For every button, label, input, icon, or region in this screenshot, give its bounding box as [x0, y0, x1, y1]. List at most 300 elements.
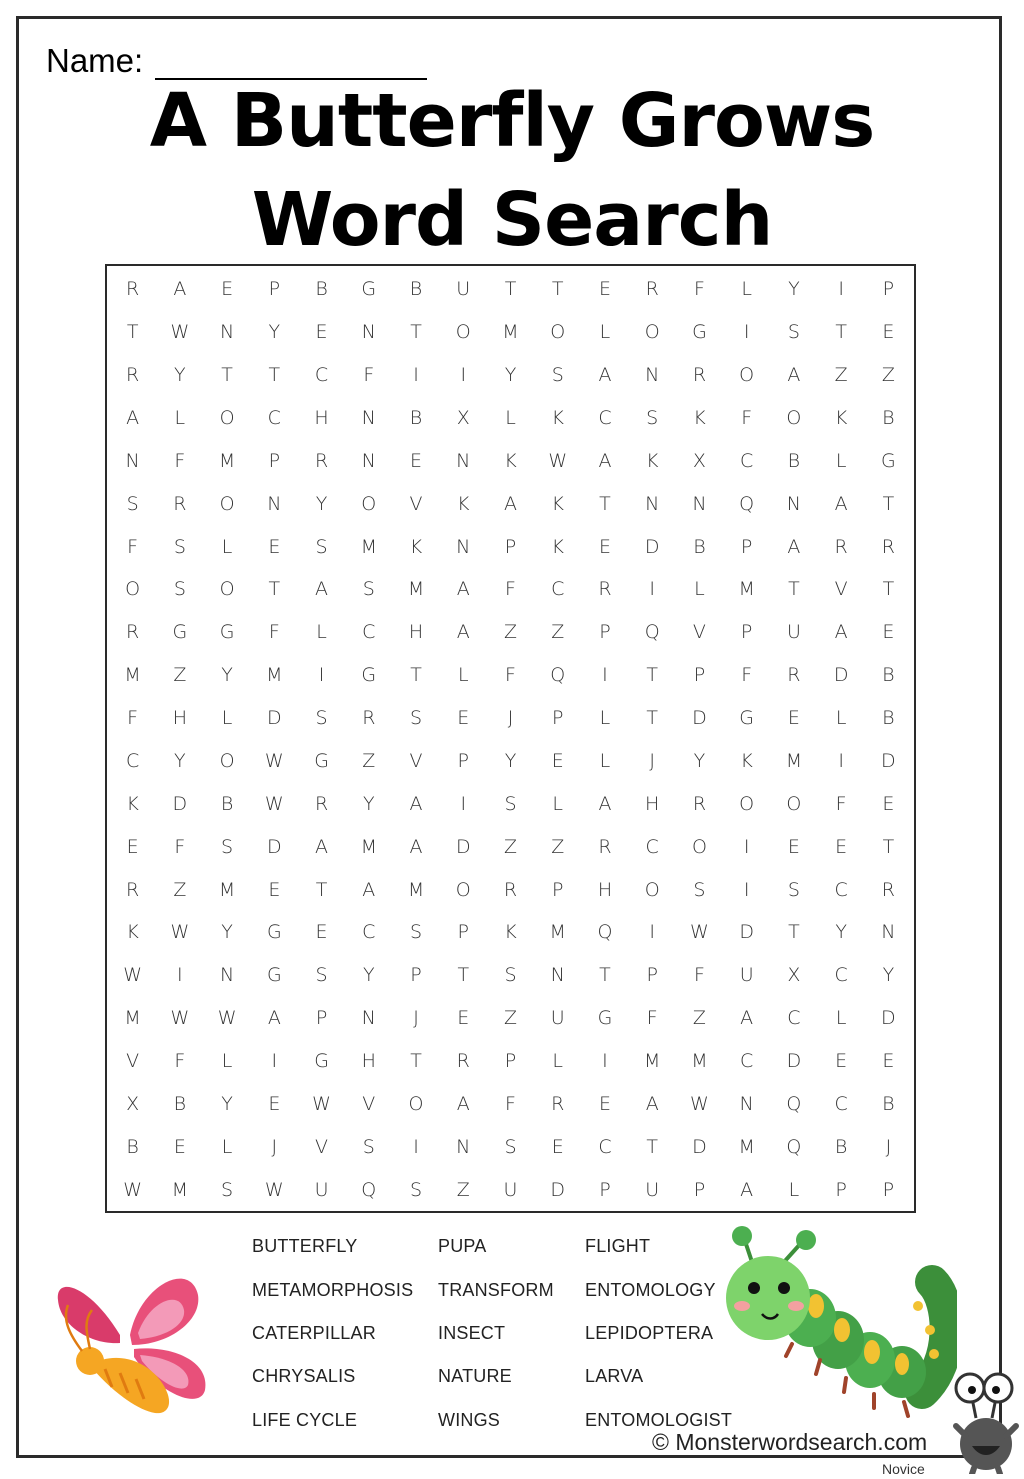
grid-letter[interactable]: A — [456, 1092, 470, 1115]
grid-letter[interactable]: X — [126, 1092, 140, 1115]
grid-letter[interactable]: L — [552, 792, 564, 815]
grid-letter[interactable]: G — [266, 964, 282, 987]
grid-letter[interactable]: B — [409, 407, 423, 430]
grid-letter[interactable]: S — [551, 364, 564, 387]
grid-letter[interactable]: A — [173, 278, 187, 301]
grid-letter[interactable]: T — [410, 321, 422, 344]
grid-letter[interactable]: Q — [597, 921, 613, 944]
grid-letter[interactable]: E — [457, 1007, 470, 1030]
grid-letter[interactable]: T — [221, 364, 233, 387]
grid-letter[interactable]: W — [548, 449, 568, 472]
grid-letter[interactable]: W — [170, 921, 190, 944]
grid-letter[interactable]: G — [597, 1007, 613, 1030]
grid-letter[interactable]: C — [551, 578, 565, 601]
grid-letter[interactable]: F — [505, 1092, 516, 1115]
grid-letter[interactable]: K — [126, 921, 139, 944]
grid-letter[interactable]: O — [455, 878, 471, 901]
grid-letter[interactable]: S — [221, 1178, 234, 1201]
grid-letter[interactable]: G — [314, 749, 329, 772]
grid-letter[interactable]: F — [693, 278, 705, 301]
grid-letter[interactable]: L — [741, 278, 752, 301]
grid-letter[interactable]: C — [740, 1049, 754, 1072]
grid-letter[interactable]: O — [219, 407, 235, 430]
grid-letter[interactable]: A — [740, 1178, 754, 1201]
grid-letter[interactable]: E — [787, 707, 800, 730]
grid-letter[interactable]: L — [835, 707, 847, 730]
grid-letter[interactable]: E — [598, 278, 611, 301]
grid-letter[interactable]: E — [268, 878, 281, 901]
grid-letter[interactable]: E — [410, 449, 423, 472]
grid-letter[interactable]: W — [264, 749, 284, 772]
grid-letter[interactable]: P — [693, 1178, 706, 1201]
grid-letter[interactable]: T — [551, 278, 564, 301]
grid-letter[interactable]: S — [315, 964, 328, 987]
grid-letter[interactable]: K — [551, 535, 564, 558]
grid-letter[interactable]: I — [413, 364, 419, 387]
grid-letter[interactable]: W — [312, 1092, 331, 1115]
grid-letter[interactable]: S — [504, 964, 517, 987]
grid-letter[interactable]: N — [881, 921, 896, 944]
grid-letter[interactable]: A — [598, 792, 612, 815]
grid-letter[interactable]: V — [409, 749, 423, 772]
grid-letter[interactable]: Q — [361, 1178, 377, 1201]
grid-letter[interactable]: N — [361, 407, 376, 430]
grid-letter[interactable]: O — [125, 578, 141, 601]
grid-letter[interactable]: C — [362, 921, 376, 944]
grid-letter[interactable]: H — [314, 407, 329, 430]
grid-letter[interactable]: B — [882, 1092, 895, 1115]
grid-letter[interactable]: I — [649, 578, 655, 601]
grid-letter[interactable]: Q — [786, 1135, 802, 1158]
grid-letter[interactable]: J — [271, 1135, 278, 1158]
grid-letter[interactable]: I — [602, 664, 608, 687]
grid-letter[interactable]: R — [503, 878, 518, 901]
grid-letter[interactable]: B — [220, 792, 234, 815]
grid-letter[interactable]: O — [550, 321, 566, 344]
grid-letter[interactable]: U — [456, 278, 471, 301]
grid-letter[interactable]: W — [264, 792, 284, 815]
grid-letter[interactable]: E — [835, 1049, 848, 1072]
grid-letter[interactable]: K — [693, 407, 706, 430]
grid-letter[interactable]: T — [835, 321, 847, 344]
grid-letter[interactable]: H — [408, 621, 424, 644]
grid-letter[interactable]: S — [409, 921, 423, 944]
grid-letter[interactable]: T — [646, 707, 658, 730]
grid-letter[interactable]: O — [361, 492, 377, 515]
grid-letter[interactable]: P — [315, 1007, 328, 1030]
grid-letter[interactable]: T — [882, 835, 895, 858]
grid-letter[interactable]: D — [692, 1135, 707, 1158]
grid-letter[interactable]: A — [362, 878, 376, 901]
grid-letter[interactable]: R — [598, 578, 612, 601]
grid-letter[interactable]: E — [268, 1092, 281, 1115]
grid-letter[interactable]: A — [834, 621, 848, 644]
grid-letter[interactable]: T — [882, 492, 895, 515]
grid-letter[interactable]: A — [409, 835, 423, 858]
grid-letter[interactable]: C — [834, 1092, 848, 1115]
grid-letter[interactable]: K — [409, 535, 423, 558]
grid-letter[interactable]: E — [551, 1135, 564, 1158]
grid-letter[interactable]: O — [219, 492, 235, 515]
grid-letter[interactable]: E — [787, 835, 800, 858]
grid-letter[interactable]: C — [834, 964, 848, 987]
grid-letter[interactable]: N — [739, 1092, 754, 1115]
grid-letter[interactable]: L — [174, 407, 186, 430]
grid-letter[interactable]: G — [881, 449, 896, 472]
grid-letter[interactable]: M — [785, 749, 803, 772]
grid-letter[interactable]: Y — [174, 364, 186, 387]
grid-letter[interactable]: L — [316, 621, 327, 644]
grid-letter[interactable]: A — [409, 792, 423, 815]
grid-letter[interactable]: O — [219, 749, 235, 772]
grid-letter[interactable]: A — [834, 492, 848, 515]
grid-letter[interactable]: Y — [504, 749, 517, 772]
grid-letter[interactable]: F — [693, 964, 705, 987]
grid-letter[interactable]: A — [315, 835, 329, 858]
grid-letter[interactable]: Y — [835, 921, 847, 944]
grid-letter[interactable]: D — [550, 1178, 566, 1201]
grid-letter[interactable]: H — [597, 878, 613, 901]
grid-letter[interactable]: P — [646, 964, 658, 987]
grid-letter[interactable]: R — [126, 278, 140, 301]
grid-letter[interactable]: S — [221, 835, 234, 858]
grid-letter[interactable]: A — [456, 578, 470, 601]
grid-letter[interactable]: E — [221, 278, 234, 301]
grid-letter[interactable]: S — [315, 707, 328, 730]
grid-letter[interactable]: N — [456, 1135, 471, 1158]
grid-letter[interactable]: T — [599, 492, 611, 515]
name-write-line[interactable] — [155, 46, 427, 80]
grid-letter[interactable]: N — [361, 449, 376, 472]
grid-letter[interactable]: I — [838, 749, 844, 772]
grid-letter[interactable]: I — [318, 664, 325, 687]
grid-letter[interactable]: X — [456, 407, 470, 430]
grid-letter[interactable]: R — [551, 1092, 565, 1115]
grid-letter[interactable]: S — [173, 535, 186, 558]
grid-letter[interactable]: R — [314, 792, 329, 815]
grid-letter[interactable]: H — [172, 707, 187, 730]
grid-letter[interactable]: C — [645, 835, 659, 858]
grid-letter[interactable]: X — [787, 964, 801, 987]
grid-letter[interactable]: G — [361, 278, 377, 301]
grid-letter[interactable]: V — [409, 492, 423, 515]
grid-letter[interactable]: K — [645, 449, 659, 472]
grid-letter[interactable]: R — [645, 278, 659, 301]
grid-letter[interactable]: R — [881, 535, 895, 558]
grid-letter[interactable]: S — [693, 878, 706, 901]
grid-letter[interactable]: A — [787, 535, 801, 558]
grid-letter[interactable]: O — [739, 364, 755, 387]
grid-letter[interactable]: G — [172, 621, 188, 644]
grid-letter[interactable]: T — [410, 664, 422, 687]
grid-letter[interactable]: T — [788, 921, 800, 944]
grid-letter[interactable]: F — [268, 621, 280, 644]
grid-letter[interactable]: Y — [315, 492, 328, 515]
grid-letter[interactable]: L — [599, 321, 611, 344]
grid-letter[interactable]: N — [550, 964, 565, 987]
grid-letter[interactable]: E — [598, 1092, 611, 1115]
grid-letter[interactable]: D — [644, 535, 660, 558]
grid-letter[interactable]: T — [646, 664, 658, 687]
grid-letter[interactable]: I — [413, 1135, 419, 1158]
grid-letter[interactable]: R — [692, 792, 707, 815]
grid-letter[interactable]: T — [457, 964, 470, 987]
grid-letter[interactable]: O — [408, 1092, 424, 1115]
grid-letter[interactable]: M — [124, 664, 141, 687]
grid-letter[interactable]: O — [644, 321, 660, 344]
grid-letter[interactable]: G — [314, 1049, 329, 1072]
grid-letter[interactable]: I — [460, 364, 467, 387]
grid-letter[interactable]: N — [692, 492, 707, 515]
grid-letter[interactable]: M — [218, 878, 236, 901]
grid-letter[interactable]: S — [504, 1135, 517, 1158]
grid-letter[interactable]: B — [834, 1135, 848, 1158]
grid-letter[interactable]: M — [502, 321, 519, 344]
grid-letter[interactable]: B — [409, 278, 423, 301]
grid-letter[interactable]: T — [268, 364, 281, 387]
grid-letter[interactable]: E — [126, 835, 139, 858]
grid-letter[interactable]: O — [786, 792, 802, 815]
grid-letter[interactable]: A — [598, 364, 612, 387]
grid-letter[interactable]: I — [602, 1049, 608, 1072]
grid-letter[interactable]: N — [219, 964, 235, 987]
grid-letter[interactable]: S — [362, 1135, 375, 1158]
grid-letter[interactable]: Y — [504, 364, 517, 387]
grid-letter[interactable]: F — [505, 578, 516, 601]
grid-letter[interactable]: K — [551, 407, 564, 430]
grid-letter[interactable]: L — [788, 1178, 800, 1201]
grid-letter[interactable]: D — [692, 707, 707, 730]
grid-letter[interactable]: U — [314, 1178, 329, 1201]
grid-letter[interactable]: E — [315, 921, 328, 944]
grid-letter[interactable]: M — [738, 578, 755, 601]
grid-letter[interactable]: D — [172, 792, 188, 815]
grid-letter[interactable]: G — [739, 707, 755, 730]
grid-letter[interactable]: Z — [503, 621, 517, 644]
grid-letter[interactable]: M — [171, 1178, 189, 1201]
grid-letter[interactable]: M — [360, 535, 377, 558]
grid-letter[interactable]: A — [503, 492, 517, 515]
grid-letter[interactable]: T — [410, 1049, 422, 1072]
grid-letter[interactable]: S — [409, 1178, 423, 1201]
grid-letter[interactable]: K — [457, 492, 470, 515]
grid-letter[interactable]: A — [267, 1007, 281, 1030]
grid-letter[interactable]: V — [834, 578, 848, 601]
grid-letter[interactable]: P — [740, 535, 753, 558]
grid-letter[interactable]: G — [361, 664, 377, 687]
grid-letter[interactable]: C — [787, 1007, 801, 1030]
grid-letter[interactable]: T — [126, 321, 139, 344]
grid-letter[interactable]: S — [787, 878, 800, 901]
grid-letter[interactable]: F — [741, 407, 753, 430]
grid-letter[interactable]: F — [363, 364, 375, 387]
grid-letter[interactable]: O — [455, 321, 471, 344]
grid-letter[interactable]: G — [219, 621, 235, 644]
grid-letter[interactable]: L — [221, 1049, 233, 1072]
grid-letter[interactable]: C — [834, 878, 848, 901]
grid-letter[interactable]: B — [882, 707, 895, 730]
grid-letter[interactable]: W — [217, 1007, 237, 1030]
grid-letter[interactable]: Z — [173, 878, 187, 901]
grid-letter[interactable]: D — [786, 1049, 802, 1072]
grid-letter[interactable]: Y — [362, 964, 375, 987]
grid-letter[interactable]: M — [738, 1135, 755, 1158]
grid-letter[interactable]: T — [504, 278, 517, 301]
grid-letter[interactable]: R — [598, 835, 612, 858]
grid-letter[interactable]: E — [173, 1135, 186, 1158]
grid-letter[interactable]: I — [460, 792, 467, 815]
grid-letter[interactable]: S — [409, 707, 423, 730]
grid-letter[interactable]: J — [885, 1135, 892, 1158]
grid-letter[interactable]: N — [786, 492, 801, 515]
grid-letter[interactable]: R — [314, 449, 329, 472]
grid-letter[interactable]: E — [882, 1049, 895, 1072]
grid-letter[interactable]: T — [882, 578, 895, 601]
grid-letter[interactable]: F — [127, 535, 139, 558]
grid-letter[interactable]: P — [551, 878, 564, 901]
grid-letter[interactable]: B — [882, 664, 895, 687]
grid-letter[interactable]: Z — [881, 364, 895, 387]
grid-letter[interactable]: S — [173, 578, 186, 601]
grid-letter[interactable]: P — [504, 1049, 517, 1072]
grid-letter[interactable]: N — [456, 535, 471, 558]
grid-letter[interactable]: Y — [268, 321, 281, 344]
grid-letter[interactable]: R — [126, 878, 140, 901]
grid-letter[interactable]: F — [174, 1049, 186, 1072]
grid-letter[interactable]: P — [457, 921, 469, 944]
grid-letter[interactable]: W — [690, 921, 709, 944]
grid-letter[interactable]: D — [267, 835, 282, 858]
grid-letter[interactable]: P — [599, 1178, 611, 1201]
grid-letter[interactable]: Z — [551, 621, 565, 644]
grid-letter[interactable]: M — [643, 1049, 661, 1072]
grid-letter[interactable]: K — [834, 407, 848, 430]
grid-letter[interactable]: Z — [456, 1178, 470, 1201]
grid-letter[interactable]: I — [743, 835, 750, 858]
grid-letter[interactable]: E — [457, 707, 470, 730]
grid-letter[interactable]: U — [645, 1178, 660, 1201]
grid-letter[interactable]: M — [407, 578, 425, 601]
grid-letter[interactable]: P — [551, 707, 564, 730]
grid-letter[interactable]: S — [646, 407, 659, 430]
grid-letter[interactable]: O — [219, 578, 235, 601]
grid-letter[interactable]: R — [173, 492, 187, 515]
grid-letter[interactable]: P — [410, 964, 422, 987]
grid-letter[interactable]: M — [549, 921, 566, 944]
grid-letter[interactable]: A — [598, 449, 612, 472]
grid-letter[interactable]: S — [315, 535, 328, 558]
grid-letter[interactable]: F — [174, 449, 186, 472]
grid-letter[interactable]: Y — [788, 278, 800, 301]
grid-letter[interactable]: X — [692, 449, 706, 472]
grid-letter[interactable]: V — [692, 621, 706, 644]
grid-letter[interactable]: N — [361, 321, 376, 344]
grid-letter[interactable]: L — [599, 749, 611, 772]
grid-letter[interactable]: W — [170, 1007, 190, 1030]
grid-letter[interactable]: S — [126, 492, 139, 515]
grid-letter[interactable]: C — [125, 749, 140, 772]
grid-letter[interactable]: N — [645, 364, 660, 387]
grid-letter[interactable]: E — [882, 621, 895, 644]
grid-letter[interactable]: V — [315, 1135, 329, 1158]
grid-letter[interactable]: R — [362, 707, 376, 730]
grid-letter[interactable]: Z — [834, 364, 848, 387]
grid-letter[interactable]: N — [361, 1007, 376, 1030]
grid-letter[interactable]: R — [692, 364, 707, 387]
grid-letter[interactable]: P — [268, 278, 281, 301]
grid-letter[interactable]: T — [646, 1135, 658, 1158]
grid-letter[interactable]: F — [646, 1007, 658, 1030]
grid-letter[interactable]: A — [456, 621, 470, 644]
grid-letter[interactable]: L — [599, 707, 611, 730]
grid-letter[interactable]: B — [787, 449, 801, 472]
grid-letter[interactable]: K — [504, 449, 517, 472]
grid-letter[interactable]: K — [551, 492, 564, 515]
grid-letter[interactable]: W — [264, 1178, 284, 1201]
grid-letter[interactable]: E — [268, 535, 281, 558]
grid-letter[interactable]: N — [645, 492, 660, 515]
grid-letter[interactable]: O — [739, 792, 755, 815]
grid-letter[interactable]: L — [552, 1049, 564, 1072]
grid-letter[interactable]: D — [455, 835, 471, 858]
grid-letter[interactable]: A — [740, 1007, 754, 1030]
grid-letter[interactable]: M — [218, 449, 236, 472]
grid-letter[interactable]: O — [691, 835, 707, 858]
grid-letter[interactable]: W — [690, 1092, 709, 1115]
grid-letter[interactable]: U — [503, 1178, 518, 1201]
grid-letter[interactable]: V — [362, 1092, 376, 1115]
grid-letter[interactable]: L — [505, 407, 516, 430]
grid-letter[interactable]: M — [360, 835, 377, 858]
grid-letter[interactable]: Z — [362, 749, 376, 772]
grid-letter[interactable]: M — [407, 878, 425, 901]
grid-letter[interactable]: A — [126, 407, 140, 430]
grid-letter[interactable]: B — [173, 1092, 187, 1115]
grid-letter[interactable]: Y — [221, 664, 233, 687]
grid-letter[interactable]: E — [551, 749, 564, 772]
grid-letter[interactable]: S — [787, 321, 800, 344]
grid-letter[interactable]: Z — [503, 835, 517, 858]
grid-letter[interactable]: A — [315, 578, 329, 601]
grid-letter[interactable]: Z — [692, 1007, 706, 1030]
grid-letter[interactable]: B — [315, 278, 328, 301]
grid-letter[interactable]: C — [598, 407, 612, 430]
grid-letter[interactable]: E — [882, 792, 895, 815]
grid-letter[interactable]: P — [740, 621, 753, 644]
grid-letter[interactable]: I — [838, 278, 844, 301]
grid-letter[interactable]: L — [221, 707, 233, 730]
grid-letter[interactable]: Z — [551, 835, 565, 858]
grid-letter[interactable]: L — [221, 1135, 233, 1158]
grid-letter[interactable]: B — [693, 535, 706, 558]
grid-letter[interactable]: I — [177, 964, 183, 987]
grid-letter[interactable]: D — [881, 1007, 896, 1030]
grid-letter[interactable]: P — [268, 449, 281, 472]
grid-letter[interactable]: R — [881, 878, 895, 901]
grid-letter[interactable]: I — [743, 878, 750, 901]
grid-letter[interactable]: L — [221, 535, 233, 558]
grid-letter[interactable]: R — [456, 1049, 470, 1072]
grid-letter[interactable]: E — [835, 835, 848, 858]
grid-letter[interactable]: Y — [882, 964, 895, 987]
grid-letter[interactable]: T — [788, 578, 800, 601]
grid-letter[interactable]: P — [599, 621, 611, 644]
grid-letter[interactable]: J — [649, 749, 655, 772]
grid-letter[interactable]: F — [174, 835, 186, 858]
grid-letter[interactable]: O — [644, 878, 660, 901]
grid-letter[interactable]: L — [835, 449, 847, 472]
grid-letter[interactable]: N — [125, 449, 140, 472]
